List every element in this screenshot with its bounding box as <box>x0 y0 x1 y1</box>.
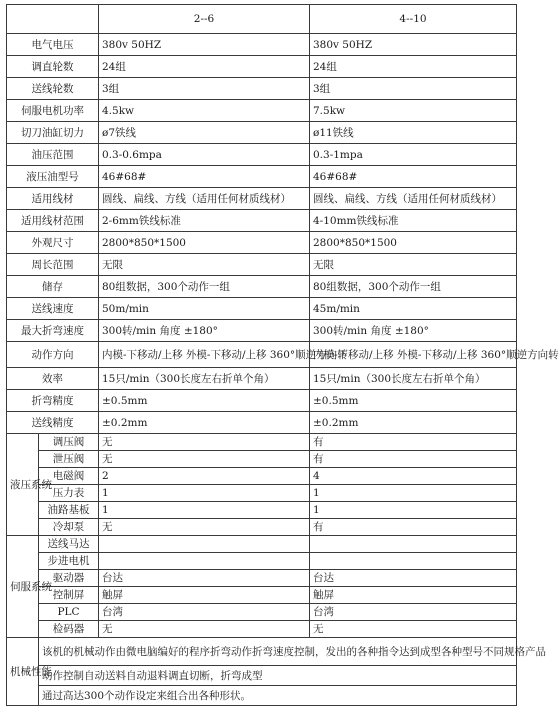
spec-value-4-10: 无限 <box>310 254 517 276</box>
spec-label: 液压油型号 <box>7 166 99 188</box>
spec-value-4-10: 46#68# <box>310 166 517 188</box>
mechanical-description: 该机的机械动作由微电脑编好的程序折弯动作折弯速度控制，发出的各种指令达到成型各种型号不同规格产品 <box>39 638 517 666</box>
header-row <box>7 5 517 34</box>
servo-value-4-10: 台达 <box>310 570 517 587</box>
hydraulic-item-label: 电磁阀 <box>39 468 99 485</box>
hydraulic-group-label: 液压系统 <box>7 434 39 536</box>
hydraulic-value-4-10: 1 <box>310 502 517 519</box>
spec-value-4-10: 2800*850*1500 <box>310 232 517 254</box>
hydraulic-value-4-10: 有 <box>310 519 517 536</box>
hydraulic-item-label: 冷却泵 <box>39 519 99 536</box>
spec-label: 送线速度 <box>7 298 99 320</box>
hydraulic-value-2-6: 无 <box>99 519 310 536</box>
spec-value-2-6: 0.3-0.6mpa <box>99 144 310 166</box>
spec-value-2-6: 3组 <box>99 78 310 100</box>
servo-row <box>7 553 517 570</box>
hydraulic-row <box>7 468 517 485</box>
mechanical-description: 动作控制自动送料自动退料调直切断，折弯成型 <box>39 666 517 686</box>
spec-row <box>7 320 517 342</box>
spec-label: 折弯精度 <box>7 390 99 412</box>
servo-item-label: 步进电机 <box>39 553 99 570</box>
servo-value-2-6: 台达 <box>99 570 310 587</box>
servo-value-2-6: 触屏 <box>99 587 310 604</box>
spec-value-4-10: 45m/min <box>310 298 517 320</box>
spec-label: 动作方向 <box>7 342 99 368</box>
spec-row <box>7 188 517 210</box>
spec-row <box>7 342 517 368</box>
spec-value-2-6: ø7铁线 <box>99 122 310 144</box>
spec-value-4-10: 24组 <box>310 56 517 78</box>
spec-value-4-10: ø11铁线 <box>310 122 517 144</box>
spec-label: 适用线材范围 <box>7 210 99 232</box>
spec-row <box>7 412 517 434</box>
mechanical-row <box>7 686 517 706</box>
spec-label: 储存 <box>7 276 99 298</box>
servo-row <box>7 621 517 638</box>
spec-row <box>7 254 517 276</box>
mechanical-description: 通过高达300个动作设定来组合出各种形状。 <box>39 686 517 706</box>
spec-value-4-10: 内模-下移动/上移 外模-下移动/上移 360°顺逆方向转 <box>310 342 517 368</box>
servo-item-label: 送线马达 <box>39 536 99 553</box>
spec-label: 外观尺寸 <box>7 232 99 254</box>
spec-value-4-10: 圆线、扁线、方线（适用任何材质线材） <box>310 188 517 210</box>
hydraulic-row <box>7 485 517 502</box>
spec-label: 最大折弯速度 <box>7 320 99 342</box>
servo-value-2-6 <box>99 553 310 570</box>
spec-row <box>7 232 517 254</box>
spec-value-2-6: 2800*850*1500 <box>99 232 310 254</box>
servo-value-2-6: 无 <box>99 621 310 638</box>
spec-label: 调直轮数 <box>7 56 99 78</box>
spec-label: 电气电压 <box>7 34 99 56</box>
spec-label: 送线精度 <box>7 412 99 434</box>
spec-label: 油压范围 <box>7 144 99 166</box>
spec-value-2-6: 内模-下移动/上移 外模-下移动/上移 360°顺逆方向转 <box>99 342 310 368</box>
spec-row <box>7 276 517 298</box>
spec-value-4-10: 7.5kw <box>310 100 517 122</box>
spec-row <box>7 34 517 56</box>
servo-group-label: 伺服系统 <box>7 536 39 638</box>
servo-row <box>7 587 517 604</box>
spec-value-2-6: 80组数据，300个动作一组 <box>99 276 310 298</box>
spec-label: 伺服电机功率 <box>7 100 99 122</box>
spec-value-2-6: 圆线、扁线、方线（适用任何材质线材） <box>99 188 310 210</box>
spec-value-4-10: 0.3-1mpa <box>310 144 517 166</box>
spec-row <box>7 100 517 122</box>
spec-value-2-6: 4.5kw <box>99 100 310 122</box>
spec-row <box>7 210 517 232</box>
hydraulic-row <box>7 434 517 451</box>
spec-row <box>7 390 517 412</box>
spec-value-2-6: 380v 50HZ <box>99 34 310 56</box>
header-col1 <box>7 5 99 34</box>
header-model-4-10: 4--10 <box>310 5 517 34</box>
mechanical-row <box>7 666 517 686</box>
spec-value-2-6: 24组 <box>99 56 310 78</box>
spec-value-2-6: 300转/min 角度 ±180° <box>99 320 310 342</box>
hydraulic-value-4-10: 有 <box>310 451 517 468</box>
servo-row <box>7 570 517 587</box>
spec-label: 效率 <box>7 368 99 390</box>
spec-value-4-10: 15只/min（300长度左右折单个角） <box>310 368 517 390</box>
hydraulic-value-4-10: 有 <box>310 434 517 451</box>
hydraulic-item-label: 调压阀 <box>39 434 99 451</box>
servo-item-label: 控制屏 <box>39 587 99 604</box>
spec-value-4-10: 80组数据，300个动作一组 <box>310 276 517 298</box>
hydraulic-value-2-6: 1 <box>99 502 310 519</box>
servo-row <box>7 604 517 621</box>
mechanical-group-label: 机械性能 <box>7 638 39 706</box>
spec-row <box>7 368 517 390</box>
servo-row <box>7 536 517 553</box>
servo-value-4-10 <box>310 553 517 570</box>
spec-value-4-10: ±0.2mm <box>310 412 517 434</box>
spec-value-2-6: 15只/min（300长度左右折单个角） <box>99 368 310 390</box>
hydraulic-value-2-6: 2 <box>99 468 310 485</box>
servo-item-label: 驱动器 <box>39 570 99 587</box>
spec-row <box>7 166 517 188</box>
spec-row <box>7 122 517 144</box>
spec-label: 周长范围 <box>7 254 99 276</box>
spec-value-2-6: ±0.5mm <box>99 390 310 412</box>
hydraulic-value-4-10: 1 <box>310 485 517 502</box>
mechanical-row <box>7 638 517 666</box>
spec-label: 切刀油缸切力 <box>7 122 99 144</box>
spec-value-2-6: 2-6mm铁线标准 <box>99 210 310 232</box>
spec-value-2-6: 46#68# <box>99 166 310 188</box>
hydraulic-row <box>7 502 517 519</box>
spec-value-4-10: ±0.5mm <box>310 390 517 412</box>
spec-value-2-6: ±0.2mm <box>99 412 310 434</box>
spec-row <box>7 298 517 320</box>
hydraulic-value-2-6: 无 <box>99 434 310 451</box>
hydraulic-value-4-10: 4 <box>310 468 517 485</box>
hydraulic-item-label: 压力表 <box>39 485 99 502</box>
spec-value-2-6: 50m/min <box>99 298 310 320</box>
hydraulic-row <box>7 451 517 468</box>
spec-table <box>6 4 559 706</box>
hydraulic-item-label: 油路基板 <box>39 502 99 519</box>
spec-label: 适用线材 <box>7 188 99 210</box>
servo-value-4-10 <box>310 536 517 553</box>
spec-row <box>7 78 517 100</box>
spec-row <box>7 144 517 166</box>
spec-label: 送线轮数 <box>7 78 99 100</box>
servo-item-label: PLC <box>39 604 99 621</box>
servo-value-4-10: 台湾 <box>310 604 517 621</box>
servo-value-2-6 <box>99 536 310 553</box>
hydraulic-value-2-6: 1 <box>99 485 310 502</box>
spec-row <box>7 56 517 78</box>
servo-item-label: 检码器 <box>39 621 99 638</box>
servo-value-2-6: 台湾 <box>99 604 310 621</box>
hydraulic-value-2-6: 无 <box>99 451 310 468</box>
hydraulic-item-label: 泄压阀 <box>39 451 99 468</box>
header-model-2-6: 2--6 <box>99 5 310 34</box>
spec-value-4-10: 300转/min 角度 ±180° <box>310 320 517 342</box>
spec-value-2-6: 无限 <box>99 254 310 276</box>
spec-value-4-10: 4-10mm铁线标准 <box>310 210 517 232</box>
spec-value-4-10: 380v 50HZ <box>310 34 517 56</box>
servo-value-4-10: 触屏 <box>310 587 517 604</box>
hydraulic-row <box>7 519 517 536</box>
spec-value-4-10: 3组 <box>310 78 517 100</box>
servo-value-4-10: 无 <box>310 621 517 638</box>
